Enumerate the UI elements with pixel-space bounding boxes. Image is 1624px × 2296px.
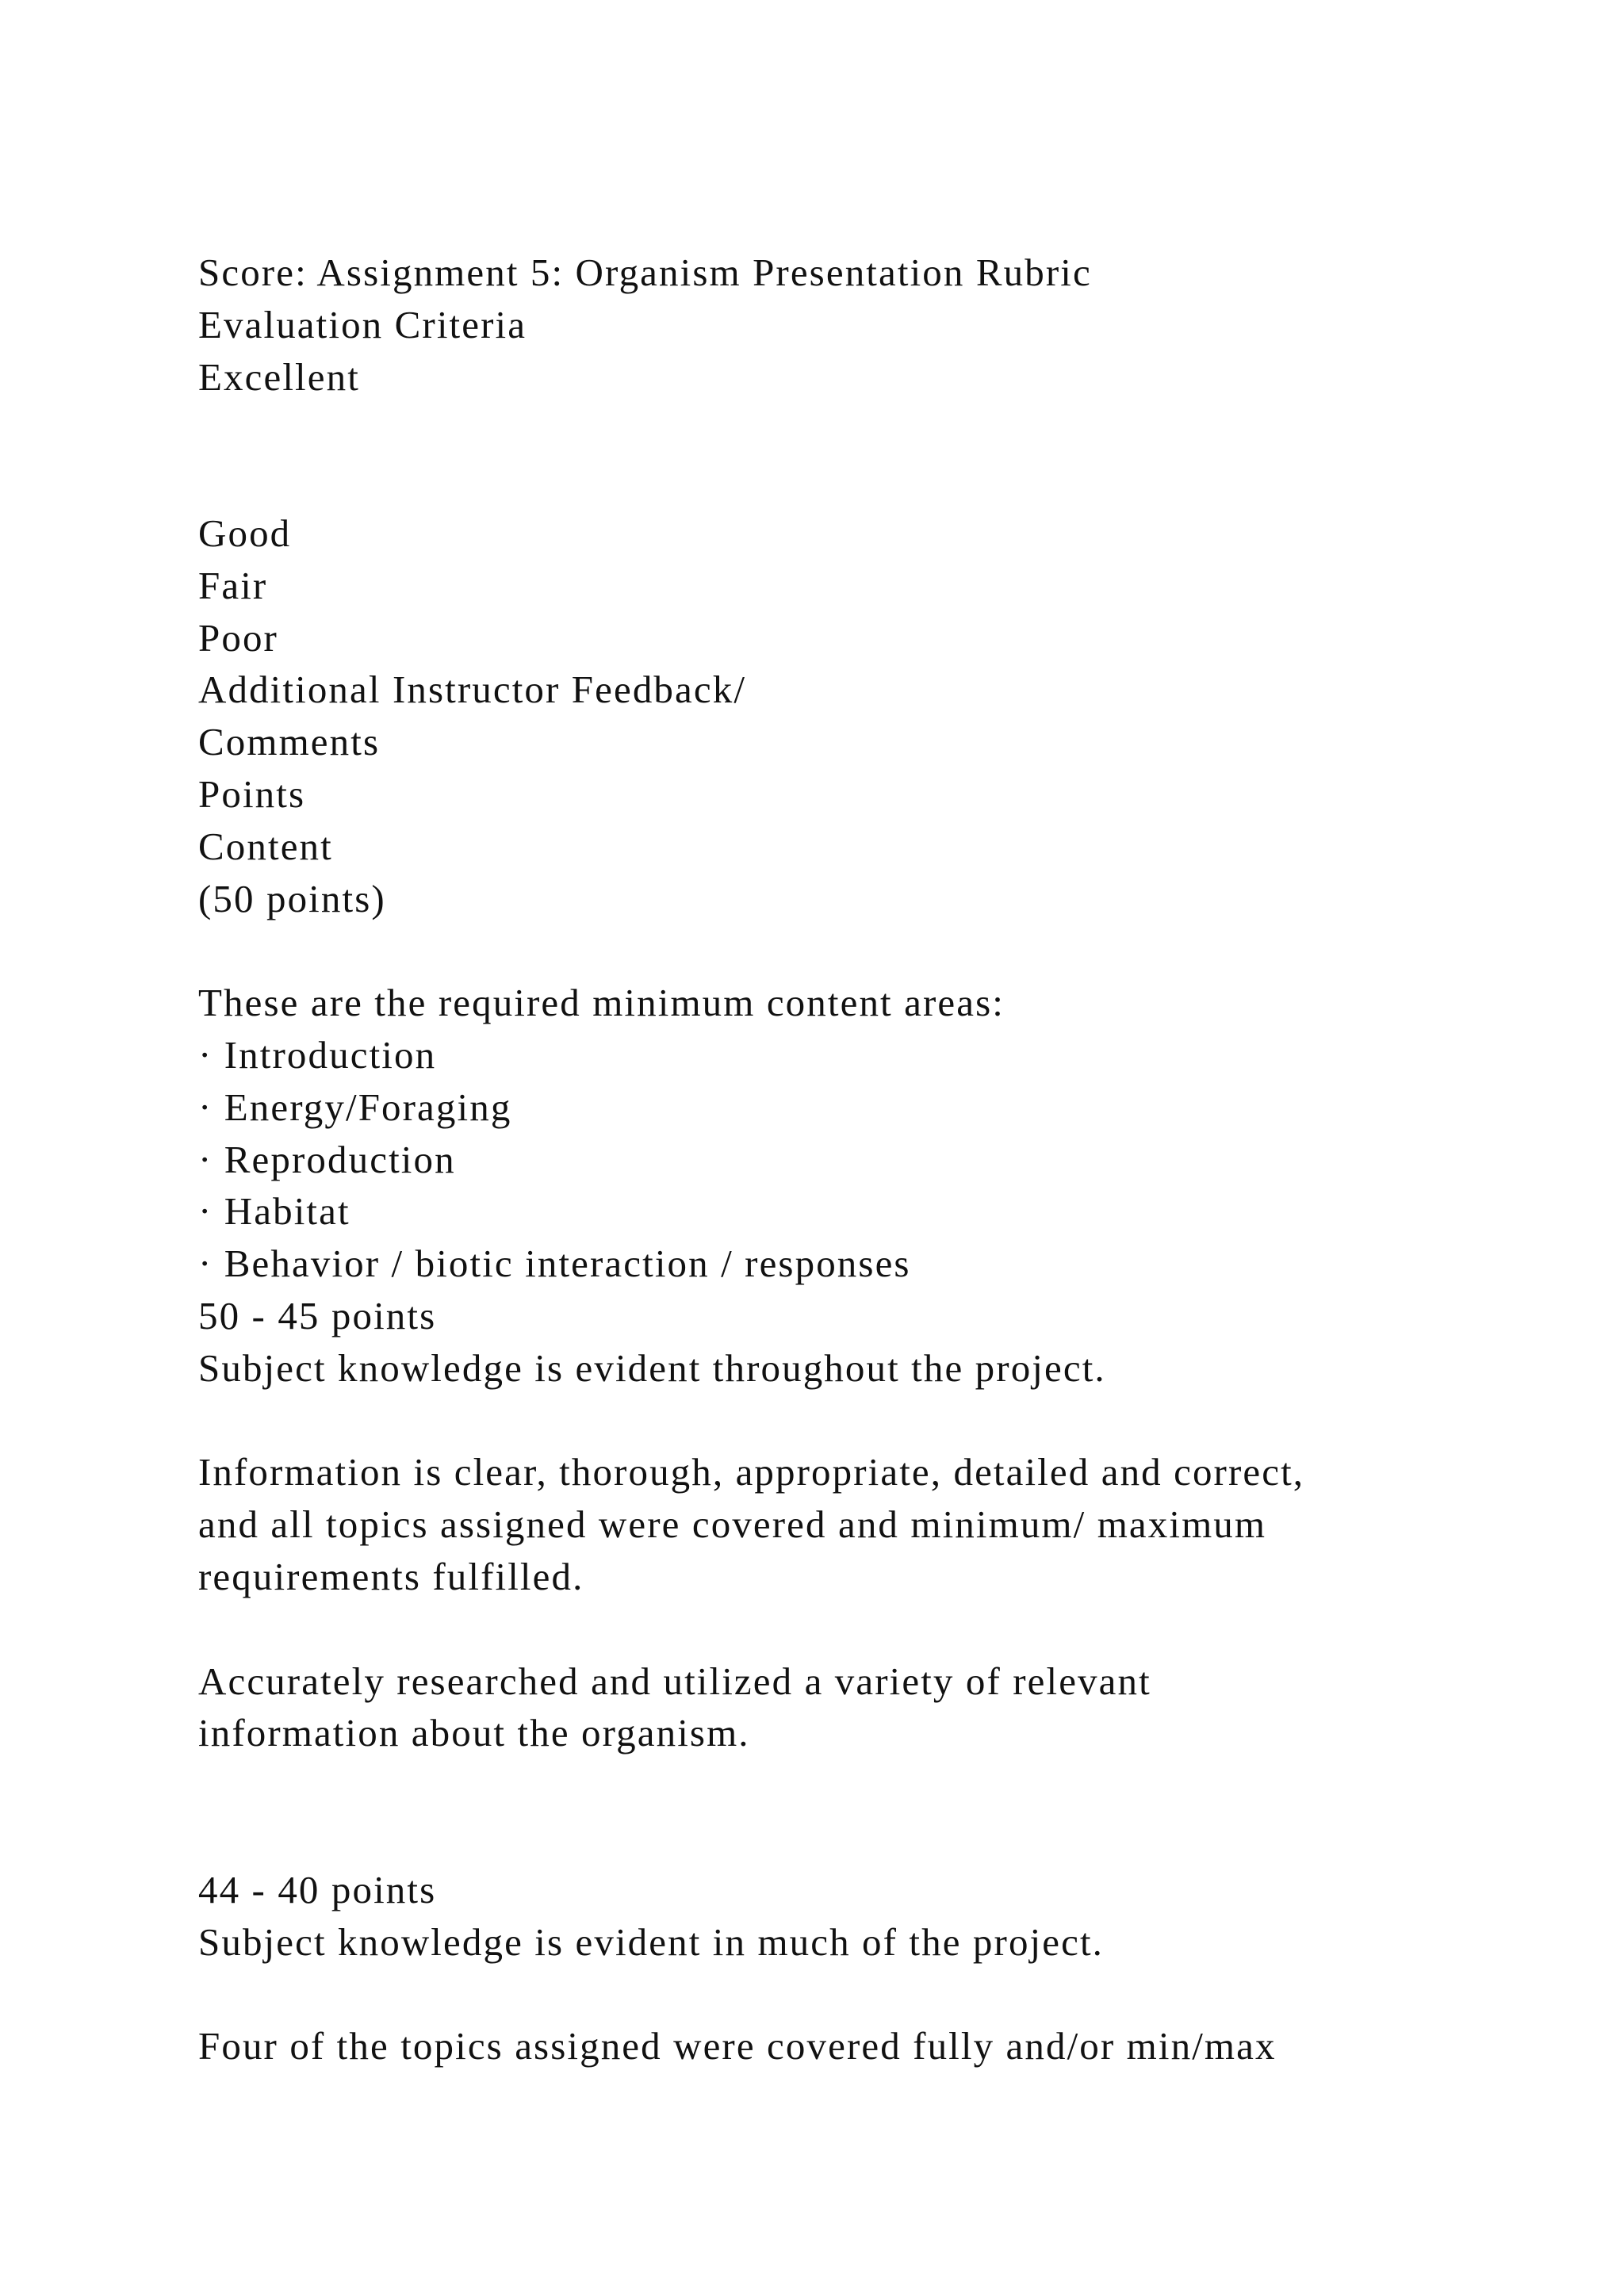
text-line: Points — [198, 771, 306, 816]
text-line: 44 - 40 points — [198, 1867, 437, 1911]
text-line: Good — [198, 511, 292, 555]
blank-line — [198, 455, 1546, 507]
blank-line — [198, 1759, 1546, 1812]
text-line: Information is clear, thorough, appropriate, detailed and correct, — [198, 1450, 1305, 1494]
bullet-item: · Behavior / biotic interaction / responses — [198, 1242, 911, 1286]
text-line: Additional Instructor Feedback/ — [198, 668, 747, 712]
document-text — [198, 247, 1546, 2072]
text-line: Subject knowledge is evident throughout the project. — [198, 1345, 1106, 1390]
text-line: These are the required minimum content areas: — [198, 981, 1005, 1025]
text-line: Comments — [198, 720, 381, 764]
blank-line — [198, 1395, 1546, 1447]
text-line: Evaluation Criteria — [198, 302, 527, 346]
blank-line — [198, 403, 1546, 455]
blank-line — [198, 1968, 1546, 2020]
blank-line — [198, 1812, 1546, 1864]
text-line: and all topics assigned were covered and minimum/ maximum — [198, 1502, 1267, 1547]
text-line: Excellent — [198, 354, 360, 399]
text-line: requirements fulfilled. — [198, 1554, 584, 1598]
text-line: (50 points) — [198, 876, 386, 920]
text-line: Fair — [198, 563, 268, 607]
text-line: Four of the topics assigned were covered fully and/or min/max — [198, 2024, 1277, 2068]
text-line: Accurately researched and utilized a variety of relevant — [198, 1659, 1151, 1703]
bullet-item: · Energy/Foraging — [198, 1085, 512, 1129]
blank-line — [198, 924, 1546, 977]
bullet-item: · Reproduction — [198, 1137, 456, 1181]
rubric-title: Score: Assignment 5: Organism Presentation Rubric — [198, 251, 1092, 294]
text-line: Content — [198, 824, 333, 868]
text-line: Subject knowledge is evident in much of the project. — [198, 1919, 1105, 1964]
blank-line — [198, 1603, 1546, 1655]
text-line: 50 - 45 points — [198, 1293, 437, 1337]
text-line: Poor — [198, 615, 278, 660]
bullet-item: · Introduction — [198, 1032, 437, 1077]
bullet-item: · Habitat — [198, 1189, 350, 1234]
text-line: information about the organism. — [198, 1711, 750, 1755]
